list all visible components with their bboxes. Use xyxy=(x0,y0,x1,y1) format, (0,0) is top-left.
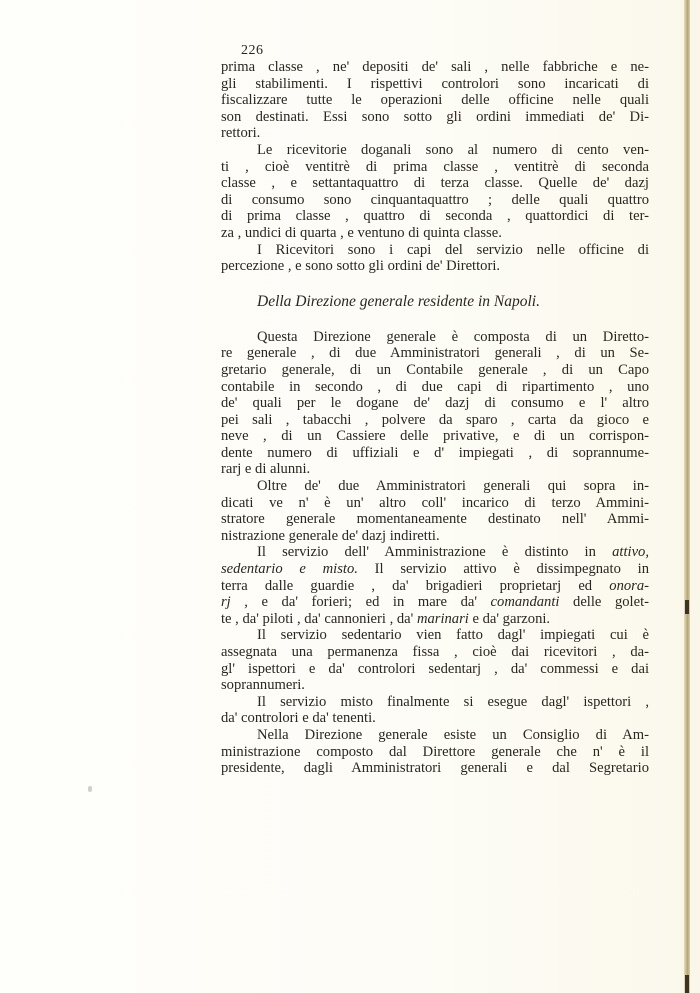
text-line: neve , di un Cassiere delle privative, e di un corrispon- xyxy=(221,428,649,445)
text-line: Nella Direzione generale esiste un Consiglio di Am- xyxy=(257,726,649,743)
text-line: ministrazione composto dal Direttore generale che n' è il xyxy=(221,743,649,760)
text-line: di consumo sono cinquantaquattro ; delle quali quattro xyxy=(221,191,649,208)
text-line: classe , e settantaquattro di terza classe. Quelle de' dazj xyxy=(221,175,649,192)
text-line: Il servizio misto finalmente si esegue dagl' ispettori , xyxy=(257,693,649,710)
text-line: son destinati. Essi sono sotto gli ordini immediati de' Di- xyxy=(221,108,649,125)
binding-mark xyxy=(685,975,689,993)
text-line: za , undici di quarta , e ventuno di quinta classe. xyxy=(221,224,502,241)
text-line: terra dalle guardie , da' brigadieri proprietarj ed onora- xyxy=(221,577,649,594)
text-line: assegnata una permanenza fissa , cioè dai ricevitori , da- xyxy=(221,644,649,660)
text-line: gli stabilimenti. I rispettivi controlori sono incaricati di xyxy=(221,75,649,92)
text-line: Il servizio sedentario vien fatto dagl' impiegati cui è xyxy=(257,627,649,644)
text-line: percezione , e sono sotto gli ordini de' Direttori. xyxy=(221,258,501,275)
text-line: fiscalizzare tutte le operazioni delle officine nelle quali xyxy=(221,92,649,109)
paper-smudge xyxy=(88,786,92,792)
text-line: I Ricevitori sono i capi del servizio nelle officine di xyxy=(257,241,649,258)
italic-term: marinari xyxy=(416,610,469,627)
text-line: Il servizio dell' Amministrazione è distinto in attivo, xyxy=(257,544,649,561)
paragraphs-before-heading xyxy=(221,59,649,275)
text-line: prima classe , ne' depositi de' sali , nelle fabbriche e ne- xyxy=(221,59,649,75)
section-heading: Della Direzione generale residente in Napoli. xyxy=(257,292,540,310)
italic-term: comandanti xyxy=(490,594,560,611)
paragraph xyxy=(221,627,649,693)
paragraph xyxy=(221,59,649,142)
text-line: rj , e da' forieri; ed in mare da' comandanti delle golet- xyxy=(221,594,649,611)
text-line: sedentario e misto. Il servizio attivo è dissimpegnato in xyxy=(221,561,649,578)
text-line: Oltre de' due Amministratori generali qui sopra in- xyxy=(257,478,649,495)
page-edge xyxy=(690,0,700,993)
paragraph xyxy=(221,727,649,777)
text-line: re generale , di due Amministratori generali , di un Se- xyxy=(221,345,649,362)
text-line: da' controlori e da' tenenti. xyxy=(221,710,376,727)
italic-term: onora- xyxy=(609,577,649,594)
book-binding xyxy=(684,0,690,993)
text-line: gl' ispettori e da' controlori sedentarj , da' commessi e dai xyxy=(221,660,649,677)
italic-term: attivo, xyxy=(612,544,649,561)
text-line: pei sali , tabacchi , polvere da sparo , carta da gioco e xyxy=(221,411,649,428)
text-line: soprannumeri. xyxy=(221,677,305,694)
paragraph xyxy=(221,242,649,275)
paragraphs-after-heading xyxy=(221,329,649,777)
text-line: ti , cioè ventitrè di prima classe , ventitrè di seconda xyxy=(221,158,649,175)
text-line: Le ricevitorie doganali sono al numero di cento ven- xyxy=(257,141,649,158)
text-line: de' quali per le dogane de' dazj di consumo e l' altro xyxy=(221,395,649,412)
italic-term: rj , xyxy=(221,594,248,611)
paragraph xyxy=(221,478,649,544)
text-line: presidente, dagli Amministratori generali e dal Segretario xyxy=(221,760,649,777)
paragraph xyxy=(221,694,649,727)
text-line: stratore generale momentaneamente destinato nell' Ammi- xyxy=(221,511,649,528)
text-line: rarj e di alunni. xyxy=(221,461,311,478)
text-line: dicati ve n' è un' altro coll' incarico di terzo Ammini- xyxy=(221,494,649,511)
paragraph xyxy=(221,142,649,242)
text-line: gretario generale, di un Contabile generale , di un Capo xyxy=(221,361,649,378)
text-line: nistrazione generale de' dazj indiretti. xyxy=(221,527,440,544)
text-line: Questa Direzione generale è composta di un Diretto- xyxy=(257,328,649,345)
text-line: te , da' piloti , da' cannonieri , da' marinari e da' garzoni. xyxy=(221,610,551,627)
italic-term: sedentario e misto. xyxy=(221,561,358,578)
text-line: contabile in secondo , di due capi di ripartimento , uno xyxy=(221,378,649,395)
text-line: rettori. xyxy=(221,125,261,142)
page-number: 226 xyxy=(241,43,264,58)
paragraph xyxy=(221,544,649,627)
page-text xyxy=(221,44,649,777)
text-line: dente numero di uffiziali e d' impiegati , di soprannume- xyxy=(221,444,649,461)
text-line: di prima classe , quattro di seconda , quattordici di ter- xyxy=(221,208,649,225)
binding-mark xyxy=(685,600,689,614)
paragraph xyxy=(221,329,649,478)
